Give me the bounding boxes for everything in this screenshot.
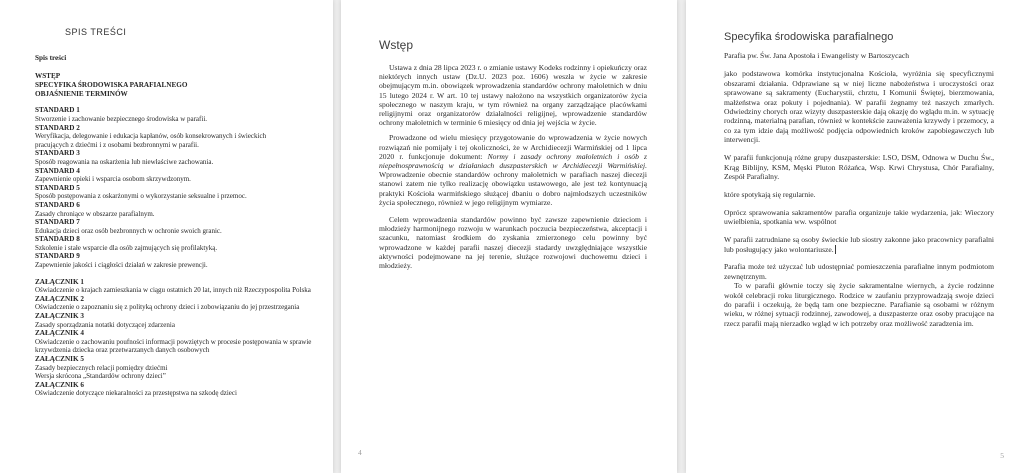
toc-attachment-desc: Oświadczenie o krajach zamieszkania w ciągu ostatnich 20 lat, innych niż Rzeczypospolita Polska (35, 286, 311, 295)
wstep-paragraph-3: Celem wprowadzenia standardów powinno być zawsze zapewnienie dzieciom i młodzieży harmonijnego rozwoju w warunkach poczucia bezpieczeństwa, akceptacji i szacunku, natomiast środkiem do zyskania zmierzonego celu powinny być wprowadzone w każdej parafii naszej diecezji stadardy uwzględniające wszystkie aktywności podejmowane na jej terenie, służące rozwojowi duchowemu dzieci i młodzieży. (379, 215, 647, 271)
toc-front-item: OBJAŚNIENIE TERMINÓW (35, 89, 128, 98)
toc-standard-desc: Zapewnienie jakości i ciągłości działań w zakresie prewencji. (35, 261, 208, 270)
specyfika-paragraph-1: jako podstawowa komórka instytucjonalna Kościoła, wyróżnia się specyficznymi obszarami działania. Odprawiane są w niej liczne nabożeństwa i uroczystości oraz sprawowane są sakramenty (Eucharystii, chrztu, I Komunii Świętej, bierzmowania, małżeństwa oraz pokuty i pojednania). W parafii żegnamy też naszych zmarłych. Odwiedziny chorych oraz wizyty duszpasterskie dają okazję do wglądu m.in. w sytuację rodzinną, materialną parafian, również w kontekście zauważenia krzywdy i przemocy, a co za tym idzie dają możliwość podjęcia odpowiednich kroków zapobiegawczych lub interwencji. (724, 69, 994, 145)
toc-attachment-desc: Wersja skrócona „Standardów ochrony dzieci” (35, 372, 166, 381)
toc-standard-desc: Zapewnienie opieki i wsparcia osobom skrzywdzonym. (35, 175, 191, 184)
specyfika-content (686, 0, 1024, 328)
toc-attachment-desc: Oświadczenie o zachowaniu poufności informacji powziętych w procesie postępowania w sprawie (35, 337, 312, 346)
toc-standard-desc: Weryfikacja, delegowanie i edukacja kapłanów, osób konsekrowanych i świeckich (35, 132, 267, 141)
toc-page-title: SPIS TREŚCI (65, 27, 127, 37)
toc-standard-desc: pracujących z dziećmi i z osobami bezbronnymi w parafii. (35, 140, 199, 149)
specyfika-paragraph-3: które spotykają się regularnie. (724, 189, 816, 199)
page-number: 5 (1000, 451, 1004, 460)
toc-attachments-list (35, 278, 327, 398)
wstep-paragraph-1: Ustawa z dnia 28 lipca 2023 r. o zmianie ustawy Kodeks rodzinny i opiekuńczy oraz niektórych innych ustaw (Dz.U. 2023 poz. 1606) weszła w życie w zakresie obejmującym m.in. obowiązek wprowadzenia standardów ochrony małoletnich w dniu 15 lutego 2024 r. W art. 10 tej ustawy nałożono na wszystkich organizatorów życia społecznego w naszym kraju, w tym również na organy zarządzające placówkami religijnymi oraz organizatorów działalności religijnej, wprowadzenie standardów ochrony małoletnich w terminie 6 miesięcy od dnia jej wejścia w życie. (379, 63, 647, 128)
toc-front-item: WSTĘP (35, 72, 61, 80)
toc-standard-desc: Edukacja dzieci oraz osób bezbronnych w ochronie swoich granic. (35, 226, 222, 235)
toc-standard-label: STANDARD 8 (35, 235, 80, 244)
toc-attachment-desc: Zasady bezpiecznych relacji pomiędzy dziećmi (35, 363, 168, 372)
wstep-heading: Wstęp (379, 38, 414, 52)
toc-attachment-desc: Zasady sporządzania notatki dotyczącej zdarzenia (35, 320, 175, 329)
toc-attachment-label: ZAŁĄCZNIK 5 (35, 355, 84, 364)
toc-attachment-desc: Oświadczenie o zapoznaniu się z polityką ochrony dzieci i zobowiązaniu do jej przestrzegania (35, 303, 300, 312)
toc-front-matter (35, 72, 327, 98)
toc-attachment-desc: krzywdzenia dziecka oraz przetwarzanych danych osobowych (35, 346, 210, 355)
specyfika-paragraph-5-text: W parafii zatrudniane są osoby świeckie lub siostry zakonne jako pracownicy parafialni lub posługujący jako wolontariusze. (724, 235, 994, 254)
specyfika-paragraph-7: To w parafii głównie toczy się życie sakramentalne wiernych, a życie rodzinne wokół celebracji roku liturgicznego. Rodzice w zaufaniu przyprowadzają swoje dzieci do parafii i oczekują, że będą tam one bezpieczne. Parafianie są osobami w różnym wieku, w różnej sytuacji rodzinnej, zawodowej, a duszpasterze oraz osoby pracujące na rzecz parafii mają nierzadko wgląd w ich potrzeby oraz możliwość zaradzenia im. (724, 281, 994, 328)
toc-standard-desc: Stworzenie i zachowanie bezpiecznego środowiska w parafii. (35, 114, 208, 123)
specyfika-paragraph-6: Parafia może też użyczać lub udostępniać pomieszczenia parafialne innym podmiotom zewnętrznym. (724, 262, 994, 281)
toc-attachment-label: ZAŁĄCZNIK 2 (35, 294, 84, 303)
toc-standard-label: STANDARD 5 (35, 183, 80, 192)
toc-standard-label: STANDARD 7 (35, 218, 80, 227)
wstep-paragraph-2 (379, 133, 647, 207)
wstep-paragraph-2-pre: Prowadzone od wielu miesięcy przygotowanie do wprowadzenia w życie nowych rozwiązań nie pomijały i tej okoliczności, że w Archidiecezji Warmińskiej od 1 lipca 2020 r. funkcjonuje dokument: (379, 133, 647, 161)
toc-standard-label: STANDARD 3 (35, 149, 80, 158)
toc-attachment-desc: Oświadczenie dotyczące niekaralności za przestępstwa na szkodę dzieci (35, 389, 237, 398)
page-number: 4 (358, 448, 362, 457)
toc-attachment-label: ZAŁĄCZNIK 3 (35, 312, 84, 321)
toc-content (0, 0, 333, 398)
toc-standard-label: STANDARD 2 (35, 123, 80, 132)
toc-subheading: Spis treści (35, 54, 67, 62)
document-page-wstep[interactable] (341, 0, 677, 473)
wstep-content (341, 0, 677, 270)
toc-standard-desc: Sposób postępowania z oskarżonymi o wykorzystanie seksualne i przemoc. (35, 192, 247, 201)
toc-attachment-label: ZAŁĄCZNIK 1 (35, 277, 84, 286)
toc-standard-label: STANDARD 1 (35, 106, 80, 115)
text-cursor (835, 245, 836, 254)
toc-attachment-label: ZAŁĄCZNIK 6 (35, 380, 84, 389)
document-page-specyfika[interactable] (686, 0, 1024, 473)
specyfika-heading: Specyfika środowiska parafialnego (724, 31, 894, 43)
toc-attachment-label: ZAŁĄCZNIK 4 (35, 329, 84, 338)
toc-standards-list (35, 106, 327, 269)
toc-standard-label: STANDARD 9 (35, 252, 80, 261)
document-page-toc[interactable] (0, 0, 333, 473)
toc-standard-desc: Sposób reagowania na oskarżenia lub niewłaściwe zachowania. (35, 157, 214, 166)
toc-front-item: SPECYFIKA ŚRODOWISKA PARAFIALNEGO (35, 80, 188, 89)
wstep-paragraph-2-italic: Normy i zasady ochrony małoletnich i osób z niepełnosprawnością w działaniach duszpasterskich w Archidiecezji Warmińskiej. (379, 151, 647, 171)
toc-standard-label: STANDARD 4 (35, 166, 80, 175)
toc-standard-desc: Zasady chroniące w obszarze parafialnym. (35, 209, 155, 218)
specyfika-paragraph-5 (724, 235, 994, 254)
specyfika-intro-line: Parafia pw. Św. Jana Apostoła i Ewangelisty w Bartoszycach (724, 51, 910, 60)
wstep-paragraph-2-post: Wprowadzenie obecnie standardów ochrony małoletnich w parafiach naszej diecezji stanowi zatem nie tylko realizację obowiązku ustawowego, ale jest też kontynuacją praktyki Kościoła warmińskiego służącej dbaniu o dobro najmłodszych uczestników życia społecznego, również w jego religijnym wymiarze. (379, 170, 647, 207)
specyfika-paragraph-2: W parafii funkcjonują różne grupy duszpasterskie: LSO, DSM, Odnowa w Duchu Św., Krąg Biblijny, KSM, Męski Pluton Różańca, Wsp. Krwi Chrystusa, Chór Parafialny, Zespół Parafialny. (724, 153, 994, 181)
toc-standard-desc: Szkolenie i stałe wsparcie dla osób zajmujących się profilaktyką. (35, 243, 218, 252)
specyfika-paragraph-4: Oprócz sprawowania sakramentów parafia organizuje takie wydarzenia, jak: Wieczory uwielbienia, spotkania ww. wspólnot (724, 207, 994, 227)
toc-standard-label: STANDARD 6 (35, 200, 80, 209)
